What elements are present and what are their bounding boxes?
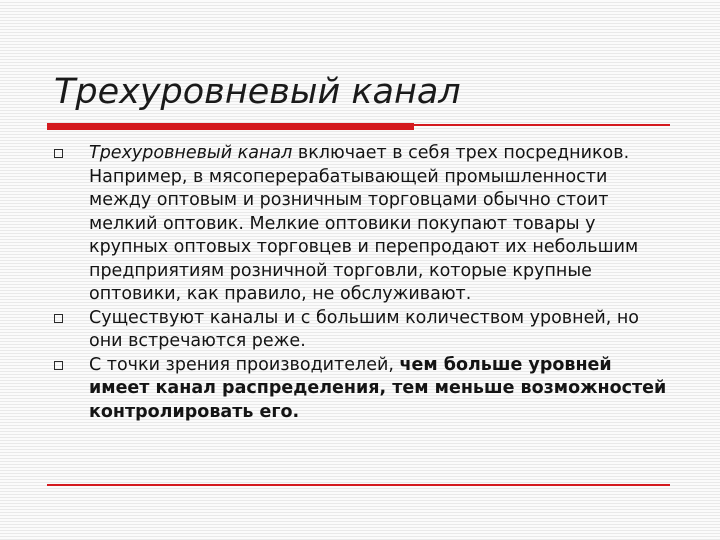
bullet-3-bold-tail: чем больше уровней имеет канал распределения, тем меньше возможностей контролировать его. — [89, 354, 667, 422]
bullet-item-3 — [54, 354, 674, 425]
hollow-square-bullet-icon — [54, 314, 63, 323]
bullet-1-text: включает в себя трех посредников. Например, в мясоперерабатывающей промышленности между оптовым и розничным торговцами обычно стоит мелкий оптовик. Мелкие оптовики покупают товары у крупных оптовых торговцев и перепродают их небольшим предприятиям розничной торговли, которые крупные оптовики, как правило, не обслуживают. — [89, 143, 639, 304]
bullet-item-2 — [54, 307, 674, 354]
bullet-list — [54, 142, 674, 424]
title-underline-thick — [47, 123, 414, 130]
footer-rule — [47, 484, 670, 486]
title-underline-thin — [414, 124, 670, 126]
hollow-square-bullet-icon — [54, 361, 63, 370]
bullet-2-text: Существуют каналы и с большим количеством уровней, но они встречаются реже. — [89, 307, 639, 351]
hollow-square-bullet-icon — [54, 149, 63, 158]
slide-title: Трехуровневый канал — [54, 72, 461, 112]
bullet-3-text: С точки зрения производителей, — [89, 354, 400, 375]
bullet-1-italic-lead: Трехуровневый канал — [89, 143, 293, 163]
bullet-item-1 — [54, 142, 674, 307]
